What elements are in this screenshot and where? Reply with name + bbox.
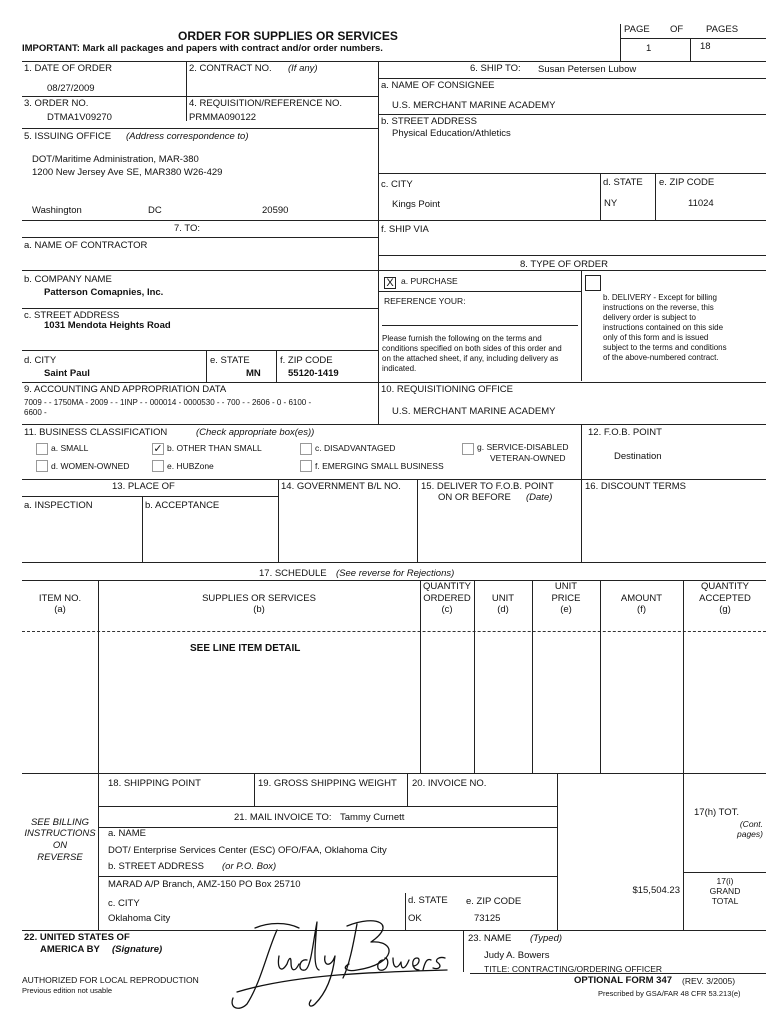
previous-edition: Previous edition not usable (22, 986, 113, 995)
usa-by-label-2: AMERICA BY (40, 944, 100, 955)
name-hint: (Typed) (530, 933, 563, 944)
usa-by-label: 22. UNITED STATES OF (24, 932, 130, 943)
service-disabled-checkbox[interactable] (462, 443, 474, 455)
requisitioning-office-label: 10. REQUISITIONING OFFICE (381, 384, 513, 395)
ship-zip-value[interactable]: 11024 (688, 198, 714, 209)
issuing-office-city[interactable]: Washington (32, 205, 82, 216)
page-label: PAGE (624, 24, 650, 35)
veteran-owned-label: VETERAN-OWNED (490, 453, 566, 463)
mail-invoice-to[interactable]: Tammy Curnett (340, 812, 405, 823)
delivery-checkbox[interactable] (585, 275, 601, 291)
women-owned-checkbox[interactable] (36, 460, 48, 472)
authorized-reproduction: AUTHORIZED FOR LOCAL REPRODUCTION (22, 975, 199, 985)
invoice-state-value[interactable]: OK (408, 913, 422, 924)
on-or-before-label: ON OR BEFORE (438, 492, 511, 503)
other-than-small-label: b. OTHER THAN SMALL (167, 443, 262, 453)
ship-to-label: 6. SHIP TO: (470, 63, 521, 74)
service-disabled-label: g. SERVICE-DISABLED (477, 442, 569, 452)
shipping-point-label: 18. SHIPPING POINT (108, 778, 201, 789)
disadvantaged-checkbox[interactable] (300, 443, 312, 455)
important-note: IMPORTANT: Mark all packages and papers with contract and/or order numbers. (22, 43, 383, 54)
acceptance-label: b. ACCEPTANCE (145, 500, 220, 511)
invoice-street-hint: (or P.O. Box) (222, 861, 277, 872)
small-checkbox[interactable] (36, 443, 48, 455)
prescribed-by: Prescribed by GSA/FAR 48 CFR 53.213(e) (598, 989, 741, 998)
women-owned-label: d. WOMEN-OWNED (51, 461, 130, 471)
requisitioning-office-value[interactable]: U.S. MERCHANT MARINE ACADEMY (392, 406, 556, 417)
ship-via-label: f. SHIP VIA (381, 224, 429, 235)
emerging-checkbox[interactable] (300, 460, 312, 472)
to-label: 7. TO: (174, 223, 201, 234)
purchase-label: a. PURCHASE (401, 276, 458, 286)
issuing-office-zip[interactable]: 20590 (262, 205, 289, 216)
page-count: 18 (700, 41, 711, 52)
hubzone-label: e. HUBZone (167, 461, 214, 471)
contractor-zip-label: f. ZIP CODE (280, 355, 333, 366)
date-of-order-value[interactable]: 08/27/2009 (47, 83, 95, 94)
gov-bl-label: 14. GOVERNMENT B/L NO. (281, 481, 401, 492)
contract-no-hint: (If any) (288, 63, 318, 74)
hubzone-checkbox[interactable] (152, 460, 164, 472)
signature-image (207, 912, 467, 1012)
ship-state-value[interactable]: NY (604, 198, 618, 209)
company-name-label: b. COMPANY NAME (24, 274, 112, 285)
emerging-label: f. EMERGING SMALL BUSINESS (315, 461, 444, 471)
invoice-state-label: d. STATE (408, 895, 448, 906)
invoice-name-label: a. NAME (108, 828, 147, 839)
mail-invoice-label: 21. MAIL INVOICE TO: (234, 812, 332, 823)
order-no-value[interactable]: DTMA1V09270 (47, 112, 112, 123)
contractor-city-value[interactable]: Saint Paul (44, 368, 90, 379)
form-title: ORDER FOR SUPPLIES OR SERVICES (178, 29, 398, 43)
issuing-office-label: 5. ISSUING OFFICE (24, 131, 112, 142)
ship-city-value[interactable]: Kings Point (392, 199, 441, 210)
company-name-value[interactable]: Patterson Comapnies, Inc. (44, 287, 164, 298)
reference-your-label: REFERENCE YOUR: (384, 296, 466, 306)
deliver-fob-label: 15. DELIVER TO F.O.B. POINT (421, 481, 554, 492)
contractor-street-value[interactable]: 1031 Mendota Heights Road (44, 320, 171, 331)
inspection-label: a. INSPECTION (24, 500, 93, 511)
ship-city-label: c. CITY (381, 179, 413, 190)
contractor-name-label: a. NAME OF CONTRACTOR (24, 240, 148, 251)
ship-to-value[interactable]: Susan Petersen Lubow (538, 64, 637, 75)
page-number: 1 (646, 43, 652, 54)
signature-hint: (Signature) (112, 944, 163, 955)
other-than-small-checkbox[interactable]: ✓ (153, 443, 163, 455)
accounting-label: 9. ACCOUNTING AND APPROPRIATION DATA (24, 384, 227, 395)
form-revision: (REV. 3/2005) (682, 976, 736, 986)
deliver-date-hint: (Date) (526, 492, 553, 503)
issuing-office-line2[interactable]: 1200 New Jersey Ave SE, MAR380 W26-429 (32, 167, 223, 178)
purchase-checkbox[interactable]: X (384, 277, 396, 289)
issuing-office-state[interactable]: DC (148, 205, 162, 216)
ship-street-label: b. STREET ADDRESS (381, 116, 477, 127)
contract-no-label: 2. CONTRACT NO. (189, 63, 272, 74)
form-number: OPTIONAL FORM 347 (574, 975, 673, 986)
accounting-line1[interactable]: 7009 - - 1750MA - 2009 - - 1INP - - 000014 - 0000530 - - 700 - - 2606 - 0 - 6100 - (24, 398, 312, 407)
title-line: TITLE: CONTRACTING/ORDERING OFFICER (484, 964, 663, 974)
invoice-city-label: c. CITY (108, 898, 140, 909)
schedule-label: 17. SCHEDULE (259, 568, 327, 579)
business-class-hint: (Check appropriate box(es)) (196, 427, 315, 438)
ship-state-label: d. STATE (603, 177, 643, 188)
invoice-street-value[interactable]: MARAD A/P Branch, AMZ-150 PO Box 25710 (108, 879, 301, 890)
contractor-street-label: c. STREET ADDRESS (24, 310, 120, 321)
invoice-zip-label: e. ZIP CODE (466, 896, 522, 907)
total-cont-label: 17(h) TOT. (694, 807, 740, 818)
fob-point-value[interactable]: Destination (614, 451, 662, 462)
name-label: 23. NAME (468, 933, 512, 944)
consignee-value[interactable]: U.S. MERCHANT MARINE ACADEMY (392, 100, 556, 111)
invoice-name-value[interactable]: DOT/ Enterprise Services Center (ESC) OFO/FAA, Oklahoma City (108, 845, 387, 856)
requisition-no-value[interactable]: PRMMA090122 (189, 112, 257, 123)
issuing-office-line1[interactable]: DOT/Maritime Administration, MAR-380 (32, 154, 199, 165)
typed-name[interactable]: Judy A. Bowers (484, 950, 550, 961)
see-line-item-detail: SEE LINE ITEM DETAIL (190, 643, 301, 654)
contractor-city-label: d. CITY (24, 355, 57, 366)
accounting-line2[interactable]: 6600 - (24, 408, 47, 417)
contractor-zip-value[interactable]: 55120-1419 (288, 368, 339, 379)
requisition-no-label: 4. REQUISITION/REFERENCE NO. (189, 98, 343, 109)
business-class-label: 11. BUSINESS CLASSIFICATION (24, 427, 168, 438)
invoice-no-label: 20. INVOICE NO. (412, 778, 487, 789)
schedule-hint: (See reverse for Rejections) (336, 568, 455, 579)
discount-terms-label: 16. DISCOUNT TERMS (585, 481, 687, 492)
invoice-zip-value[interactable]: 73125 (474, 913, 501, 924)
gross-weight-label: 19. GROSS SHIPPING WEIGHT (258, 778, 397, 789)
contractor-state-value[interactable]: MN (246, 368, 261, 379)
ship-zip-label: e. ZIP CODE (659, 177, 715, 188)
issuing-office-hint: (Address correspondence to) (126, 131, 249, 142)
ship-street-value[interactable]: Physical Education/Athletics (392, 128, 511, 139)
small-label: a. SMALL (51, 443, 89, 453)
pages-label: PAGES (706, 24, 739, 35)
disadvantaged-label: c. DISADVANTAGED (315, 443, 396, 453)
consignee-label: a. NAME OF CONSIGNEE (381, 80, 495, 91)
place-of-label: 13. PLACE OF (112, 481, 175, 492)
invoice-street-label: b. STREET ADDRESS (108, 861, 204, 872)
date-of-order-label: 1. DATE OF ORDER (24, 63, 112, 74)
invoice-city-value[interactable]: Oklahoma City (108, 913, 171, 924)
contractor-state-label: e. STATE (210, 355, 250, 366)
fob-point-label: 12. F.O.B. POINT (588, 427, 662, 438)
grand-total-amount[interactable]: $15,504.23 (632, 885, 680, 896)
type-of-order-label: 8. TYPE OF ORDER (520, 259, 608, 270)
of-label: OF (670, 24, 684, 35)
order-no-label: 3. ORDER NO. (24, 98, 89, 109)
